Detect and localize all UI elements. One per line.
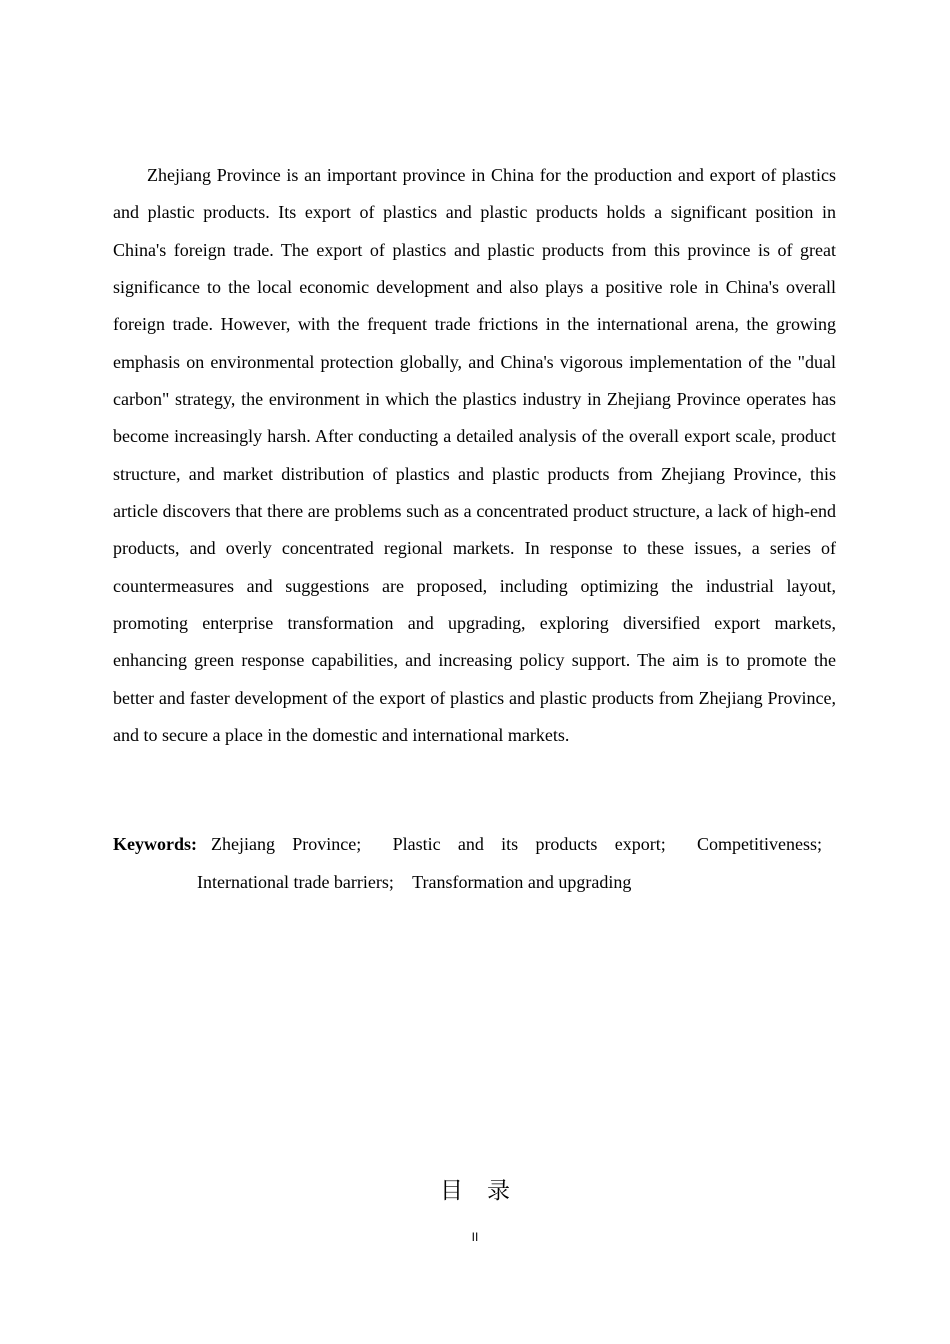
keywords-label: Keywords: — [113, 834, 197, 854]
keyword-item: Transformation and upgrading — [412, 871, 632, 892]
keyword-item: Plastic and its products export; — [392, 834, 666, 854]
keyword-item: Zhejiang Province; — [211, 834, 362, 854]
keywords-line — [113, 826, 836, 901]
keyword-item: Competitiveness; — [697, 834, 823, 854]
abstract-paragraph: Zhejiang Province is an important province in China for the production and export of plastics and plastic products. Its export of plastics and plastic products holds a significant position in China's foreign trade. The export of plastics and plastic products from this province is of great significance to the local economic development and also plays a positive role in China's overall foreign trade. However, with the frequent trade frictions in the international arena, the growing emphasis on environmental protection globally, and China's vigorous implementation of the "dual carbon" strategy, the environment in which the plastics industry in Zhejiang Province operates has become increasingly harsh. After conducting a detailed analysis of the overall export scale, product structure, and market distribution of plastics and plastic products from Zhejiang Province, this article discovers that there are problems such as a concentrated product structure, a lack of high-end products, and overly concentrated regional markets. In response to these issues, a series of countermeasures and suggestions are proposed, including optimizing the industrial layout, promoting enterprise transformation and upgrading, exploring diversified export markets, enhancing green response capabilities, and increasing policy support. The aim is to promote the better and faster development of the export of plastics and plastic products from Zhejiang Province, and to secure a place in the domestic and international markets. — [113, 165, 836, 746]
keyword-item: International trade barriers; — [197, 871, 394, 892]
page-number: II — [471, 1230, 479, 1244]
table-of-contents-heading: 目录 — [440, 1178, 534, 1204]
